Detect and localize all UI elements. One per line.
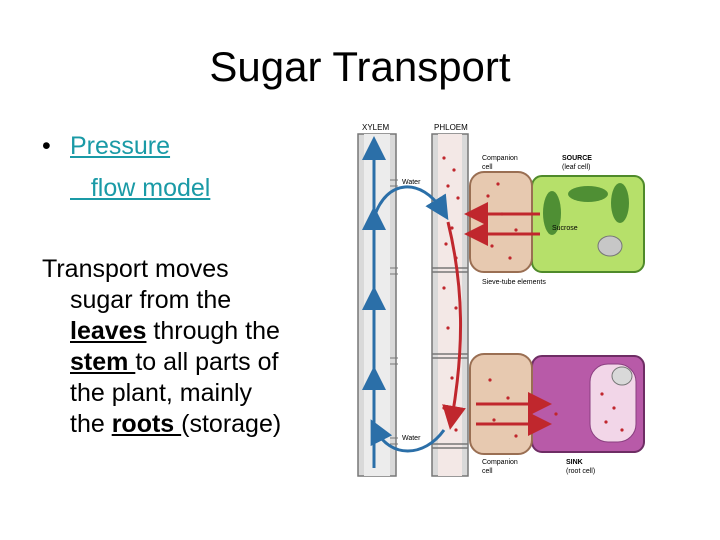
water-top-label: Water — [402, 179, 421, 186]
xylem-label: XYLEM — [362, 123, 390, 132]
companion-cell-top — [470, 172, 532, 272]
root-nucleus — [612, 367, 632, 385]
sink-label: SINK — [566, 459, 583, 466]
diagram-svg — [352, 118, 692, 480]
source-label: SOURCE — [562, 155, 592, 162]
companion-cell-top-label: Companion — [482, 155, 518, 162]
para-line-5: the plant, mainly — [70, 379, 253, 407]
para-line-4 — [42, 347, 322, 378]
chloroplast-3 — [568, 186, 608, 202]
para-line-1: Transport moves — [42, 255, 229, 283]
stem-keyword: stem — [70, 348, 136, 376]
para-line-4-rest: to all parts of — [135, 348, 279, 376]
sink-sub-label: (root cell) — [566, 468, 596, 475]
leaves-keyword: leaves — [70, 317, 147, 345]
pressure-flow-link[interactable]: Pressure — [70, 132, 171, 160]
para-line-3 — [42, 316, 322, 347]
phloem-transport-diagram — [352, 118, 692, 480]
water-bottom-label: Water — [402, 435, 421, 442]
phloem-label: PHLOEM — [434, 123, 468, 132]
sucrose-label: Sucrose — [552, 225, 578, 232]
source-sub-label: (leaf cell) — [562, 164, 591, 171]
chloroplast-2 — [611, 183, 629, 223]
companion-cell-top-label-2: cell — [482, 164, 493, 171]
para-line-2: sugar from the — [70, 286, 232, 314]
sieve-tube-label: Sieve-tube elements — [482, 279, 546, 286]
pressure-flow-link-continued[interactable]: flow model — [70, 174, 211, 202]
companion-cell-bottom-label: Companion — [482, 459, 518, 466]
para-line-3-rest: through the — [146, 317, 280, 345]
transport-paragraph — [42, 254, 322, 440]
slide-title: Sugar Transport — [209, 43, 511, 90]
bullet-dot: • — [42, 132, 51, 160]
para-line-6-pre: the — [70, 410, 112, 438]
phloem-lumen — [438, 134, 462, 476]
leaf-nucleus — [598, 236, 622, 256]
para-line-6 — [42, 409, 322, 440]
xylem-lumen — [364, 134, 390, 476]
para-line-6-rest: (storage) — [181, 410, 282, 438]
roots-keyword: roots — [111, 410, 182, 438]
companion-cell-bottom-label-2: cell — [482, 468, 493, 475]
